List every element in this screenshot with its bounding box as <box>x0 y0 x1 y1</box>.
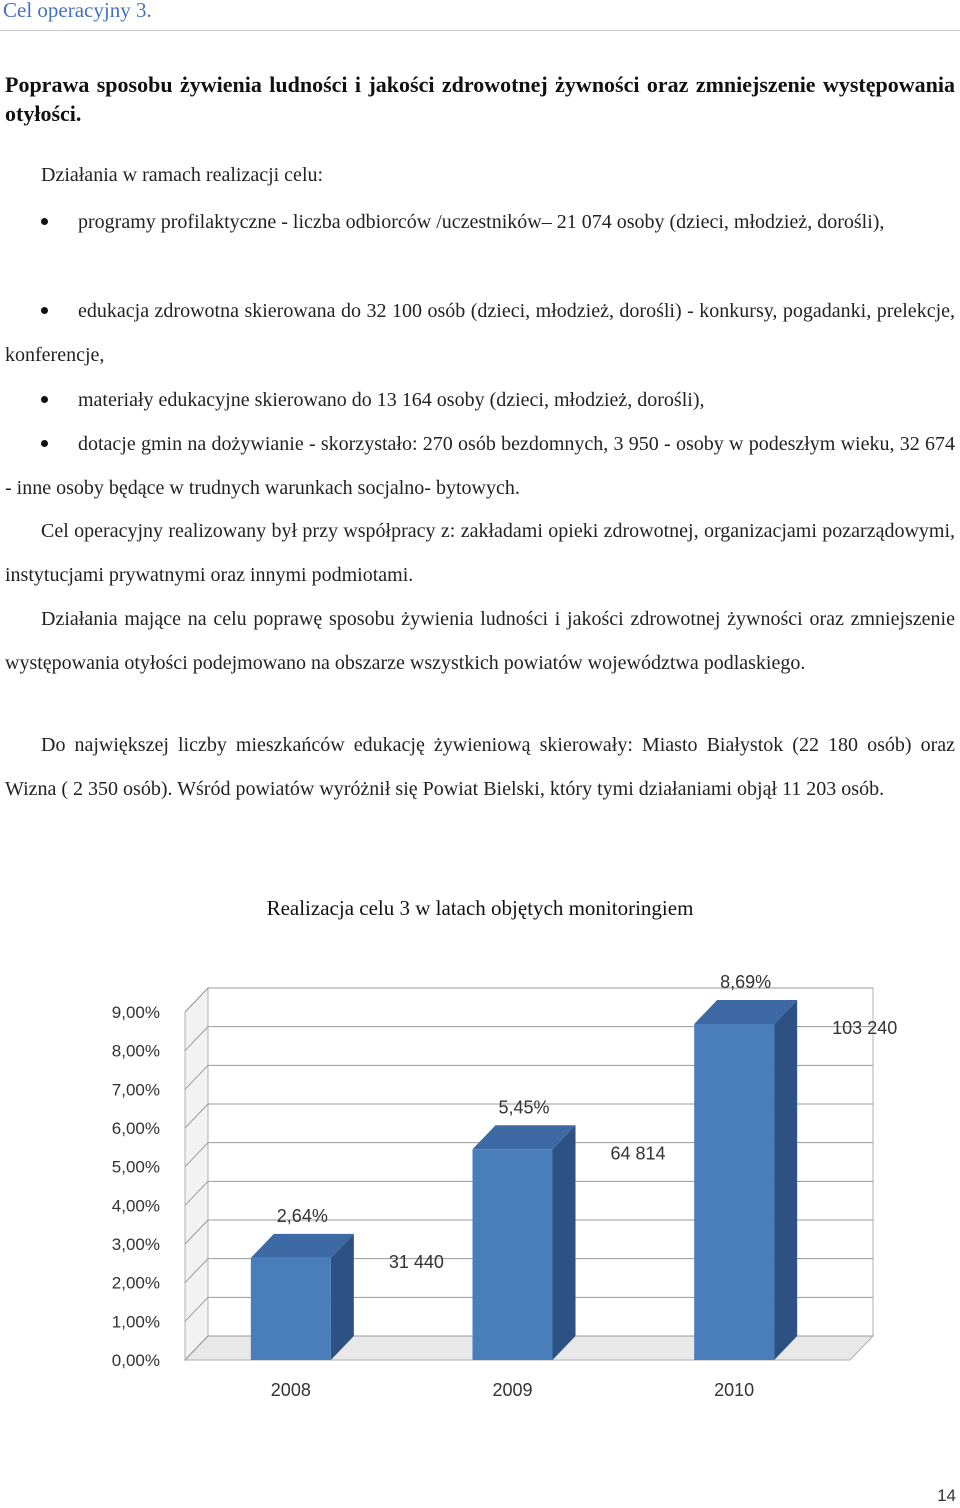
y-tick-label: 2,00% <box>111 1273 160 1293</box>
chart-side-wall <box>185 988 208 1360</box>
count-label: 64 814 <box>610 1143 666 1164</box>
results-paragraph: Do największej liczby mieszkańców edukację żywieniową skierowały: Miasto Białystok (22 180 osób) oraz Wizna ( 2 350 osób). Wśród powiatów wyróżnił się Powiat Bielski, który tymi działaniami objął 11 203 osób. <box>5 734 955 800</box>
y-tick-label: 0,00% <box>111 1351 160 1370</box>
count-label: 103 240 <box>832 1017 898 1038</box>
cooperation-paragraph: Cel operacyjny realizowany był przy współpracy z: zakładami opieki zdrowotnej, organizacjami pozarządowymi, instytucjami prywatnymi oraz innymi podmiotami. <box>5 520 955 586</box>
x-tick-label: 2010 <box>714 1380 755 1400</box>
chart-title: Realizacja celu 3 w latach objętych monitoringiem <box>266 896 694 920</box>
count-label: 31 440 <box>388 1251 444 1272</box>
data-label: 5,45% <box>498 1097 550 1118</box>
x-tick-label: 2008 <box>270 1380 311 1400</box>
y-tick-label: 7,00% <box>111 1080 160 1100</box>
section-heading: Cel operacyjny 3. <box>3 0 152 22</box>
data-label: 8,69% <box>720 971 772 992</box>
page-number: 14 <box>937 1486 956 1505</box>
bullet-item: programy profilaktyczne - liczba odbiorców /uczestników– 21 074 osoby (dzieci, młodzież, dorośli), <box>78 211 885 233</box>
y-tick-label: 5,00% <box>111 1157 160 1177</box>
bar <box>694 1024 774 1360</box>
goal-title: Poprawa sposobu żywienia ludności i jakości zdrowotnej żywności oraz zmniejszenie występowania otyłości. <box>5 72 955 126</box>
bar-side <box>774 1000 797 1360</box>
bar-side <box>553 1125 576 1360</box>
heading-rule <box>0 30 960 31</box>
bullet-item: dotacje gmin na dożywianie - skorzystało: 270 osób bezdomnych, 3 950 - osoby w podeszłym wieku, 32 674 - inne osoby będące w trudnych warunkach socjalno- bytowych. <box>5 433 955 499</box>
bullet-item: edukacja zdrowotna skierowana do 32 100 osób (dzieci, młodzież, dorośli) - konkursy, pogadanki, prelekcje, konferencje, <box>5 300 955 366</box>
actions-intro: Działania w ramach realizacji celu: <box>41 164 324 186</box>
x-tick-label: 2009 <box>492 1380 533 1400</box>
bar-chart <box>0 940 960 1440</box>
bullet-item: materiały edukacyjne skierowano do 13 164 osoby (dzieci, młodzież, dorośli), <box>78 389 705 411</box>
y-tick-label: 9,00% <box>111 1003 160 1022</box>
bar <box>251 1258 331 1360</box>
y-tick-label: 6,00% <box>111 1119 160 1138</box>
scope-paragraph: Działania mające na celu poprawę sposobu żywienia ludności i jakości zdrowotnej żywności oraz zmniejszenie występowania otyłości podejmowano na obszarze wszystkich powiatów województwa podlaskiego. <box>5 608 955 674</box>
bar <box>473 1149 553 1360</box>
y-tick-label: 8,00% <box>111 1041 160 1061</box>
y-tick-label: 4,00% <box>111 1196 160 1216</box>
y-tick-label: 1,00% <box>111 1312 160 1332</box>
data-label: 2,64% <box>276 1205 328 1226</box>
y-tick-label: 3,00% <box>111 1235 160 1254</box>
